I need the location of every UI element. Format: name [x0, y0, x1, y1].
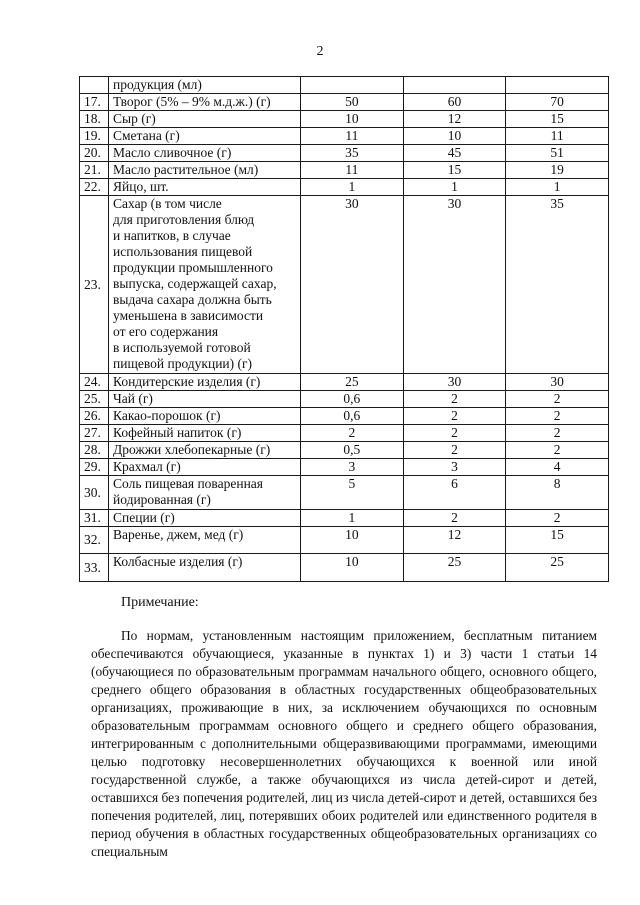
norm-value: 2 — [506, 425, 609, 442]
norm-value: 4 — [506, 459, 609, 476]
norm-value: 2 — [301, 425, 404, 442]
norm-value: 2 — [506, 408, 609, 425]
product-name: Какао-порошок (г) — [109, 408, 301, 425]
norm-value: 10 — [301, 554, 404, 582]
table-row — [80, 527, 609, 554]
row-number: 17. — [80, 94, 109, 111]
norm-value: 30 — [301, 196, 404, 374]
food-norms-table — [79, 76, 609, 582]
norm-value: 2 — [506, 391, 609, 408]
table-row — [80, 162, 609, 179]
norm-value: 2 — [506, 442, 609, 459]
norm-value: 15 — [403, 162, 506, 179]
norm-value: 2 — [403, 408, 506, 425]
table-row — [80, 94, 609, 111]
product-name: Творог (5% – 9% м.д.ж.) (г) — [109, 94, 301, 111]
row-number: 22. — [80, 179, 109, 196]
norm-value: 11 — [506, 128, 609, 145]
norm-value: 2 — [403, 425, 506, 442]
norm-value — [403, 77, 506, 94]
product-name: Специи (г) — [109, 510, 301, 527]
product-name: Дрожжи хлебопекарные (г) — [109, 442, 301, 459]
table-row — [80, 128, 609, 145]
norm-value: 10 — [301, 527, 404, 554]
row-number: 30. — [80, 476, 109, 510]
row-number: 24. — [80, 374, 109, 391]
note-paragraph: По нормам, установленным настоящим приложением, бесплатным питанием обеспечиваются обучающиеся, указанные в пунктах 1) и 3) части 1 статьи 14 (обучающиеся по образовательным программам начального общего, основного общего, среднего общего образования в областных государственных общеобразовательных организациях, проживающие в них, за исключением обучающихся по основным образовательным программам основного общего и среднего общего образования, интегрированным с дополнительными общеразвивающими программами, имеющими целью подготовку несовершеннолетних обучающихся к военной или иной государственной службе, а также обучающихся из числа детей-сирот и детей, оставшихся без попечения родителей, лиц из числа детей-сирот и детей, оставшихся без попечения родителей, лиц, потерявших обоих родителей или единственного родителя в период обучения в областных государственных общеобразовательных организациях со специальным — [91, 628, 597, 859]
norm-value: 15 — [506, 111, 609, 128]
norm-value: 1 — [301, 179, 404, 196]
norm-value: 0,6 — [301, 408, 404, 425]
table-row — [80, 425, 609, 442]
product-name: Масло растительное (мл) — [109, 162, 301, 179]
row-number: 28. — [80, 442, 109, 459]
norm-value: 30 — [403, 196, 506, 374]
product-name: продукция (мл) — [109, 77, 301, 94]
norm-value: 12 — [403, 527, 506, 554]
table-row — [80, 442, 609, 459]
product-name: Крахмал (г) — [109, 459, 301, 476]
norm-value — [301, 77, 404, 94]
norm-value: 51 — [506, 145, 609, 162]
norm-value: 3 — [301, 459, 404, 476]
table-row — [80, 408, 609, 425]
norm-value: 35 — [506, 196, 609, 374]
norm-value: 45 — [403, 145, 506, 162]
norm-value: 1 — [301, 510, 404, 527]
norm-value: 30 — [403, 374, 506, 391]
norm-value: 1 — [506, 179, 609, 196]
norm-value: 10 — [403, 128, 506, 145]
product-name: Кондитерские изделия (г) — [109, 374, 301, 391]
product-name: Чай (г) — [109, 391, 301, 408]
product-name: Масло сливочное (г) — [109, 145, 301, 162]
norm-value: 6 — [403, 476, 506, 510]
row-number: 21. — [80, 162, 109, 179]
norm-value: 11 — [301, 162, 404, 179]
norm-value: 25 — [506, 554, 609, 582]
norm-value: 0,5 — [301, 442, 404, 459]
table-row — [80, 179, 609, 196]
table-row — [80, 476, 609, 510]
page-number: 2 — [316, 44, 324, 59]
norm-value: 0,6 — [301, 391, 404, 408]
table-row — [80, 459, 609, 476]
product-name: Варенье, джем, мед (г) — [109, 527, 301, 554]
table-row — [80, 196, 609, 374]
row-number: 18. — [80, 111, 109, 128]
table-row — [80, 77, 609, 94]
row-number: 33. — [80, 554, 109, 582]
norm-value: 25 — [403, 554, 506, 582]
row-number — [80, 77, 109, 94]
norm-value: 2 — [403, 442, 506, 459]
table-row — [80, 111, 609, 128]
table-row — [80, 554, 609, 582]
norm-value: 25 — [301, 374, 404, 391]
row-number: 26. — [80, 408, 109, 425]
norm-value: 3 — [403, 459, 506, 476]
norm-value: 2 — [403, 391, 506, 408]
note-title: Примечание: — [121, 595, 199, 610]
norm-value: 19 — [506, 162, 609, 179]
row-number: 32. — [80, 527, 109, 554]
norm-value: 1 — [403, 179, 506, 196]
product-name: Соль пищевая поваренная йодированная (г) — [109, 476, 301, 510]
norm-value: 15 — [506, 527, 609, 554]
norm-value: 11 — [301, 128, 404, 145]
table-row — [80, 145, 609, 162]
norm-value: 5 — [301, 476, 404, 510]
row-number: 19. — [80, 128, 109, 145]
norm-value: 30 — [506, 374, 609, 391]
row-number: 29. — [80, 459, 109, 476]
norm-value: 2 — [506, 510, 609, 527]
product-name: Кофейный напиток (г) — [109, 425, 301, 442]
norm-value: 60 — [403, 94, 506, 111]
product-name: Сыр (г) — [109, 111, 301, 128]
product-name: Сметана (г) — [109, 128, 301, 145]
row-number: 31. — [80, 510, 109, 527]
norm-value: 70 — [506, 94, 609, 111]
table-row — [80, 374, 609, 391]
row-number: 23. — [80, 196, 109, 374]
norm-value — [506, 77, 609, 94]
table-row — [80, 510, 609, 527]
product-name: Яйцо, шт. — [109, 179, 301, 196]
row-number: 25. — [80, 391, 109, 408]
row-number: 20. — [80, 145, 109, 162]
norm-value: 50 — [301, 94, 404, 111]
norm-value: 8 — [506, 476, 609, 510]
norm-value: 35 — [301, 145, 404, 162]
norm-value: 10 — [301, 111, 404, 128]
row-number: 27. — [80, 425, 109, 442]
norm-value: 2 — [403, 510, 506, 527]
norm-value: 12 — [403, 111, 506, 128]
product-name: Колбасные изделия (г) — [109, 554, 301, 582]
product-name: Сахар (в том числе для приготовления блюд и напитков, в случае использования пищевой продукции промышленного выпуска, содержащей сахар, выдача сахара должна быть уменьшена в зависимости от его содержания в используемой готовой пищевой продукции) (г) — [109, 196, 301, 374]
table-row — [80, 391, 609, 408]
